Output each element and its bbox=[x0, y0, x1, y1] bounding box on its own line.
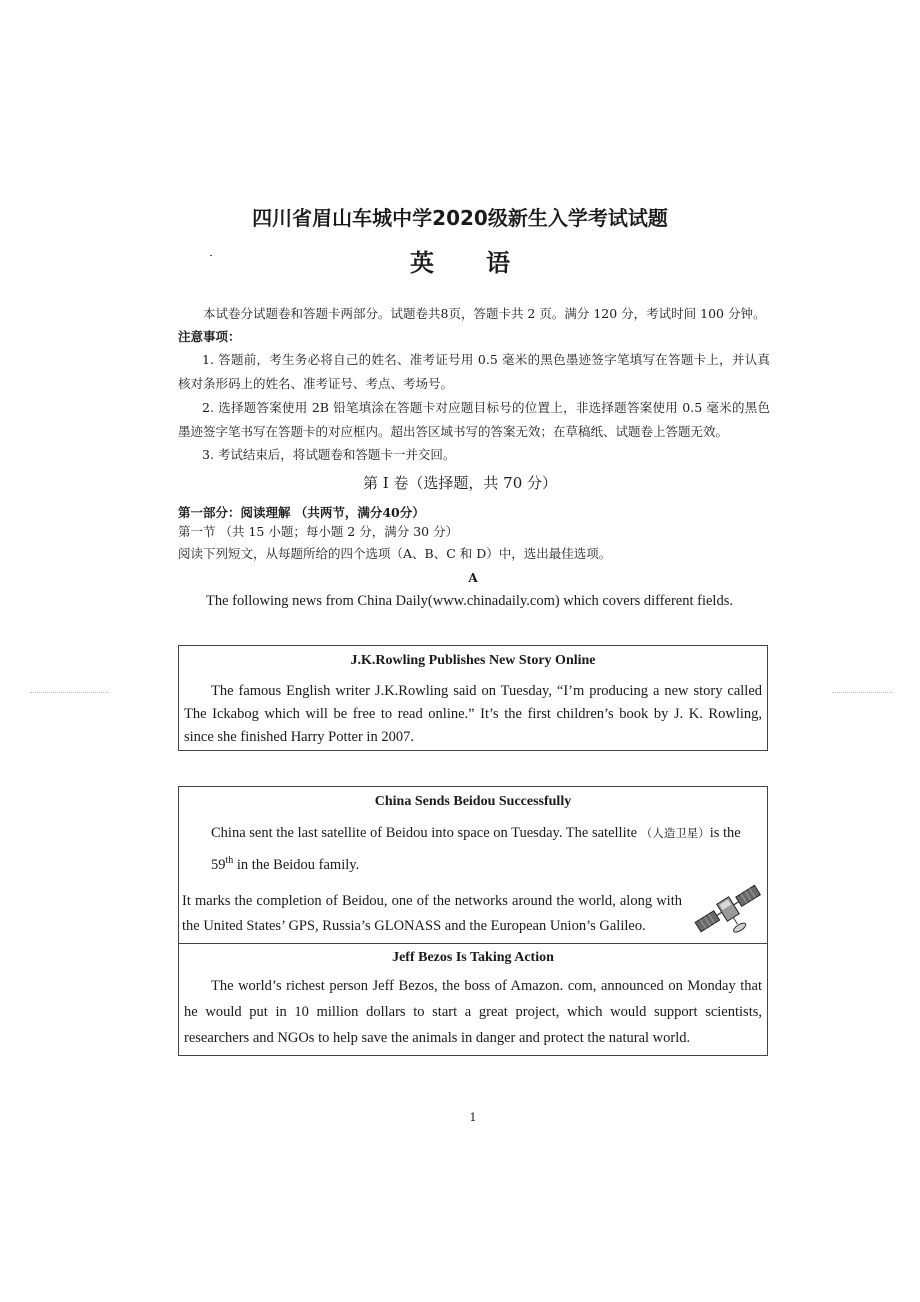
exam-title: 四川省眉山车城中学2020级新生入学考试试题 bbox=[252, 206, 668, 230]
subject-char-1: 英 bbox=[410, 249, 434, 277]
news-intro: The following news from China Daily(www.chinadaily.com) which covers different fields. bbox=[206, 593, 733, 609]
part-heading: 第一部分：阅读理解 （共两节，满分40分） bbox=[178, 505, 425, 520]
news-headline: J.K.Rowling Publishes New Story Online bbox=[350, 653, 596, 668]
subject-title bbox=[0, 243, 920, 278]
page-number: 1 bbox=[469, 1111, 477, 1124]
reading-instruction: 阅读下列短文，从每题所给的四个选项（A、B、C 和 D）中，选出最佳选项。 bbox=[178, 546, 612, 561]
news-divider bbox=[179, 943, 767, 944]
passage-letter: A bbox=[468, 571, 478, 585]
exam-intro: 本试卷分试题卷和答题卡两部分。试题卷共8页，答题卡共 2 页。满分 120 分，考试时间 100 分钟。 bbox=[203, 306, 766, 321]
news-body-line: 59th in the Beidou family. bbox=[211, 855, 360, 873]
satellite-icon bbox=[691, 873, 765, 945]
volume-heading: 第 I 卷（选择题，共 70 分） bbox=[362, 474, 558, 492]
news-box-beidou-bezos bbox=[178, 786, 768, 1056]
note-item-2: 2. 选择题答案使用 2B 铅笔填涂在答题卡对应题目标号的位置上，非选择题答案使用 0.5 毫米的黑色墨迹签字笔书写在答题卡的对应框内。超出答区域书写的答案无效；在草稿纸、试题卷上答题无效。 bbox=[178, 400, 770, 439]
news-body: It marks the completion of Beidou, one of the networks around the world, along with the United States’ GPS, Russia’s GLONASS and the European Union’s Galileo. bbox=[182, 893, 682, 934]
news-body: The famous English writer J.K.Rowling said on Tuesday, “I’m producing a new story called The Ickabog which will be free to read online.” It’s the first children’s book by J. K. Rowling, since she finished Harry Potter in 2007. bbox=[184, 683, 762, 745]
news-headline: China Sends Beidou Successfully bbox=[374, 794, 572, 809]
margin-dots-right bbox=[832, 692, 892, 693]
note-item-1: 1. 答题前，考生务必将自己的姓名、准考证号用 0.5 毫米的黑色墨迹签字笔填写在答题卡上，并认真核对条形码上的姓名、准考证号、考点、考场号。 bbox=[178, 352, 770, 391]
notes-heading: 注意事项： bbox=[178, 329, 241, 344]
news-body-line: China sent the last satellite of Beidou into space on Tuesday. The satellite （人造卫星）is the bbox=[211, 825, 741, 841]
subsection-heading: 第一节 （共 15 小题；每小题 2 分，满分 30 分） bbox=[178, 524, 459, 539]
subject-char-2: 语 bbox=[486, 249, 510, 277]
note-item-3: 3. 考试结束后，将试题卷和答题卡一并交回。 bbox=[202, 447, 456, 462]
margin-dots-left bbox=[30, 692, 108, 693]
news-box-rowling bbox=[178, 645, 768, 751]
news-headline: Jeff Bezos Is Taking Action bbox=[392, 950, 554, 965]
news-body: The world’s richest person Jeff Bezos, the boss of Amazon. com, announced on Monday that he would put in 10 million dollars to start a great project, which would support scientists, researchers and NGOs to help save the animals in danger and protect the natural world. bbox=[184, 978, 762, 1046]
